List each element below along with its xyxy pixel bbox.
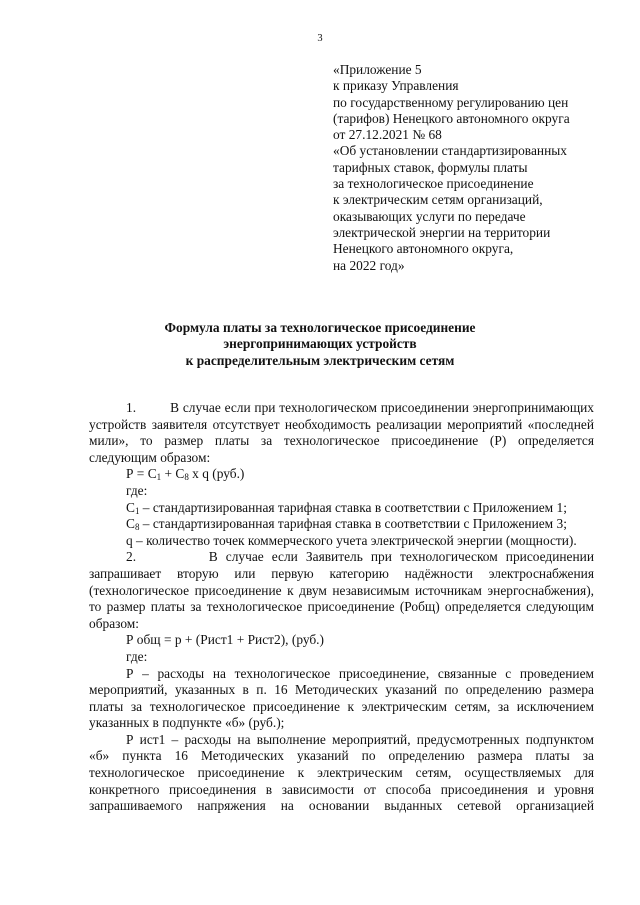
definition-c8 — [89, 516, 594, 533]
formula-part: Р = С — [126, 466, 157, 482]
title-line: к распределительным электрическим сетям — [185, 352, 455, 368]
document-body — [89, 400, 594, 815]
where-label: где: — [126, 482, 148, 498]
where-label: где: — [126, 648, 148, 664]
document-title — [90, 320, 550, 369]
definition-c1 — [89, 500, 594, 517]
definition-text: – стандартизированная тарифная ставка в соответствии с Приложением 3; — [139, 516, 567, 532]
formula-1 — [89, 466, 594, 483]
appendix-line: «Об установлении стандартизированных — [333, 143, 567, 159]
appendix-line: по государственному регулированию цен — [333, 94, 569, 110]
appendix-line: тарифных ставок, формулы платы — [333, 159, 528, 175]
symbol-subscript: 8 — [134, 522, 140, 533]
appendix-header — [333, 62, 623, 274]
page-number: 3 — [317, 33, 323, 44]
symbol: С — [126, 499, 135, 515]
formula-part: х q (руб.) — [188, 466, 245, 482]
symbol-subscript: 1 — [134, 505, 140, 516]
appendix-line: от 27.12.2021 № 68 — [333, 127, 442, 143]
paragraph-text: В случае если Заявитель при технологическом присоединении запрашивает вторую или первую категорию надёжности электроснабжения (технологическое присоединение к двум независимым источникам энергоснабжения), то размер платы за технологическое присоединение (Робщ) определяется следующим образом: — [89, 549, 594, 631]
appendix-line: на 2022 год» — [333, 257, 405, 273]
formula-2: Р общ = р + (Рист1 + Рист2), (руб.) — [126, 632, 324, 648]
formula-part: + С — [161, 466, 185, 482]
paragraph-number: 1. — [126, 400, 137, 415]
definition-rist1: Р ист1 – расходы на выполнение мероприятий, предусмотренных подпунктом «б» пункта 16 Методических указаний по определению размера платы за технологическое присоединение к электрическим сетям, осуществляемых для конкретного присоединения в зависимости от способа присоединения и уровня запрашиваемого напряжения на основании выданных сетевой организацией — [89, 731, 594, 814]
formula-subscript: 8 — [184, 472, 189, 483]
appendix-line: «Приложение 5 — [333, 62, 422, 77]
paragraph-1 — [89, 400, 594, 466]
title-line: энергопринимающих устройств — [223, 336, 417, 352]
symbol: С — [126, 516, 135, 532]
appendix-line: электрической энергии на территории — [333, 224, 551, 240]
appendix-line: к приказу Управления — [333, 78, 459, 94]
formula-subscript: 1 — [156, 472, 162, 483]
appendix-line: к электрическим сетям организаций, — [333, 192, 543, 208]
definition-text: – стандартизированная тарифная ставка в соответствии с Приложением 1; — [139, 499, 567, 515]
paragraph-2 — [89, 549, 594, 632]
definition-p: Р – расходы на технологическое присоединение, связанные с проведением мероприятий, указанных в п. 16 Методических указаний по определению размера платы за технологическое присоединение к электрическим сетям, за исключением указанных в подпункте «б» (руб.); — [89, 665, 594, 731]
appendix-line: оказывающих услуги по передаче — [333, 208, 526, 224]
title-line: Формула платы за технологическое присоединение — [164, 320, 476, 335]
appendix-line: (тарифов) Ненецкого автономного округа — [333, 110, 570, 126]
appendix-line: за технологическое присоединение — [333, 176, 534, 192]
definition-q: q – количество точек коммерческого учета электрической энергии (мощности). — [126, 532, 577, 548]
paragraph-number: 2. — [126, 549, 137, 565]
appendix-line: Ненецкого автономного округа, — [333, 241, 514, 257]
paragraph-text: В случае если при технологическом присоединении энергопринимающих устройств заявителя отсутствует необходимость реализации мероприятий «последней мили», то размер платы за технологическое присоединение (Р) определяется следующим образом: — [89, 400, 594, 465]
